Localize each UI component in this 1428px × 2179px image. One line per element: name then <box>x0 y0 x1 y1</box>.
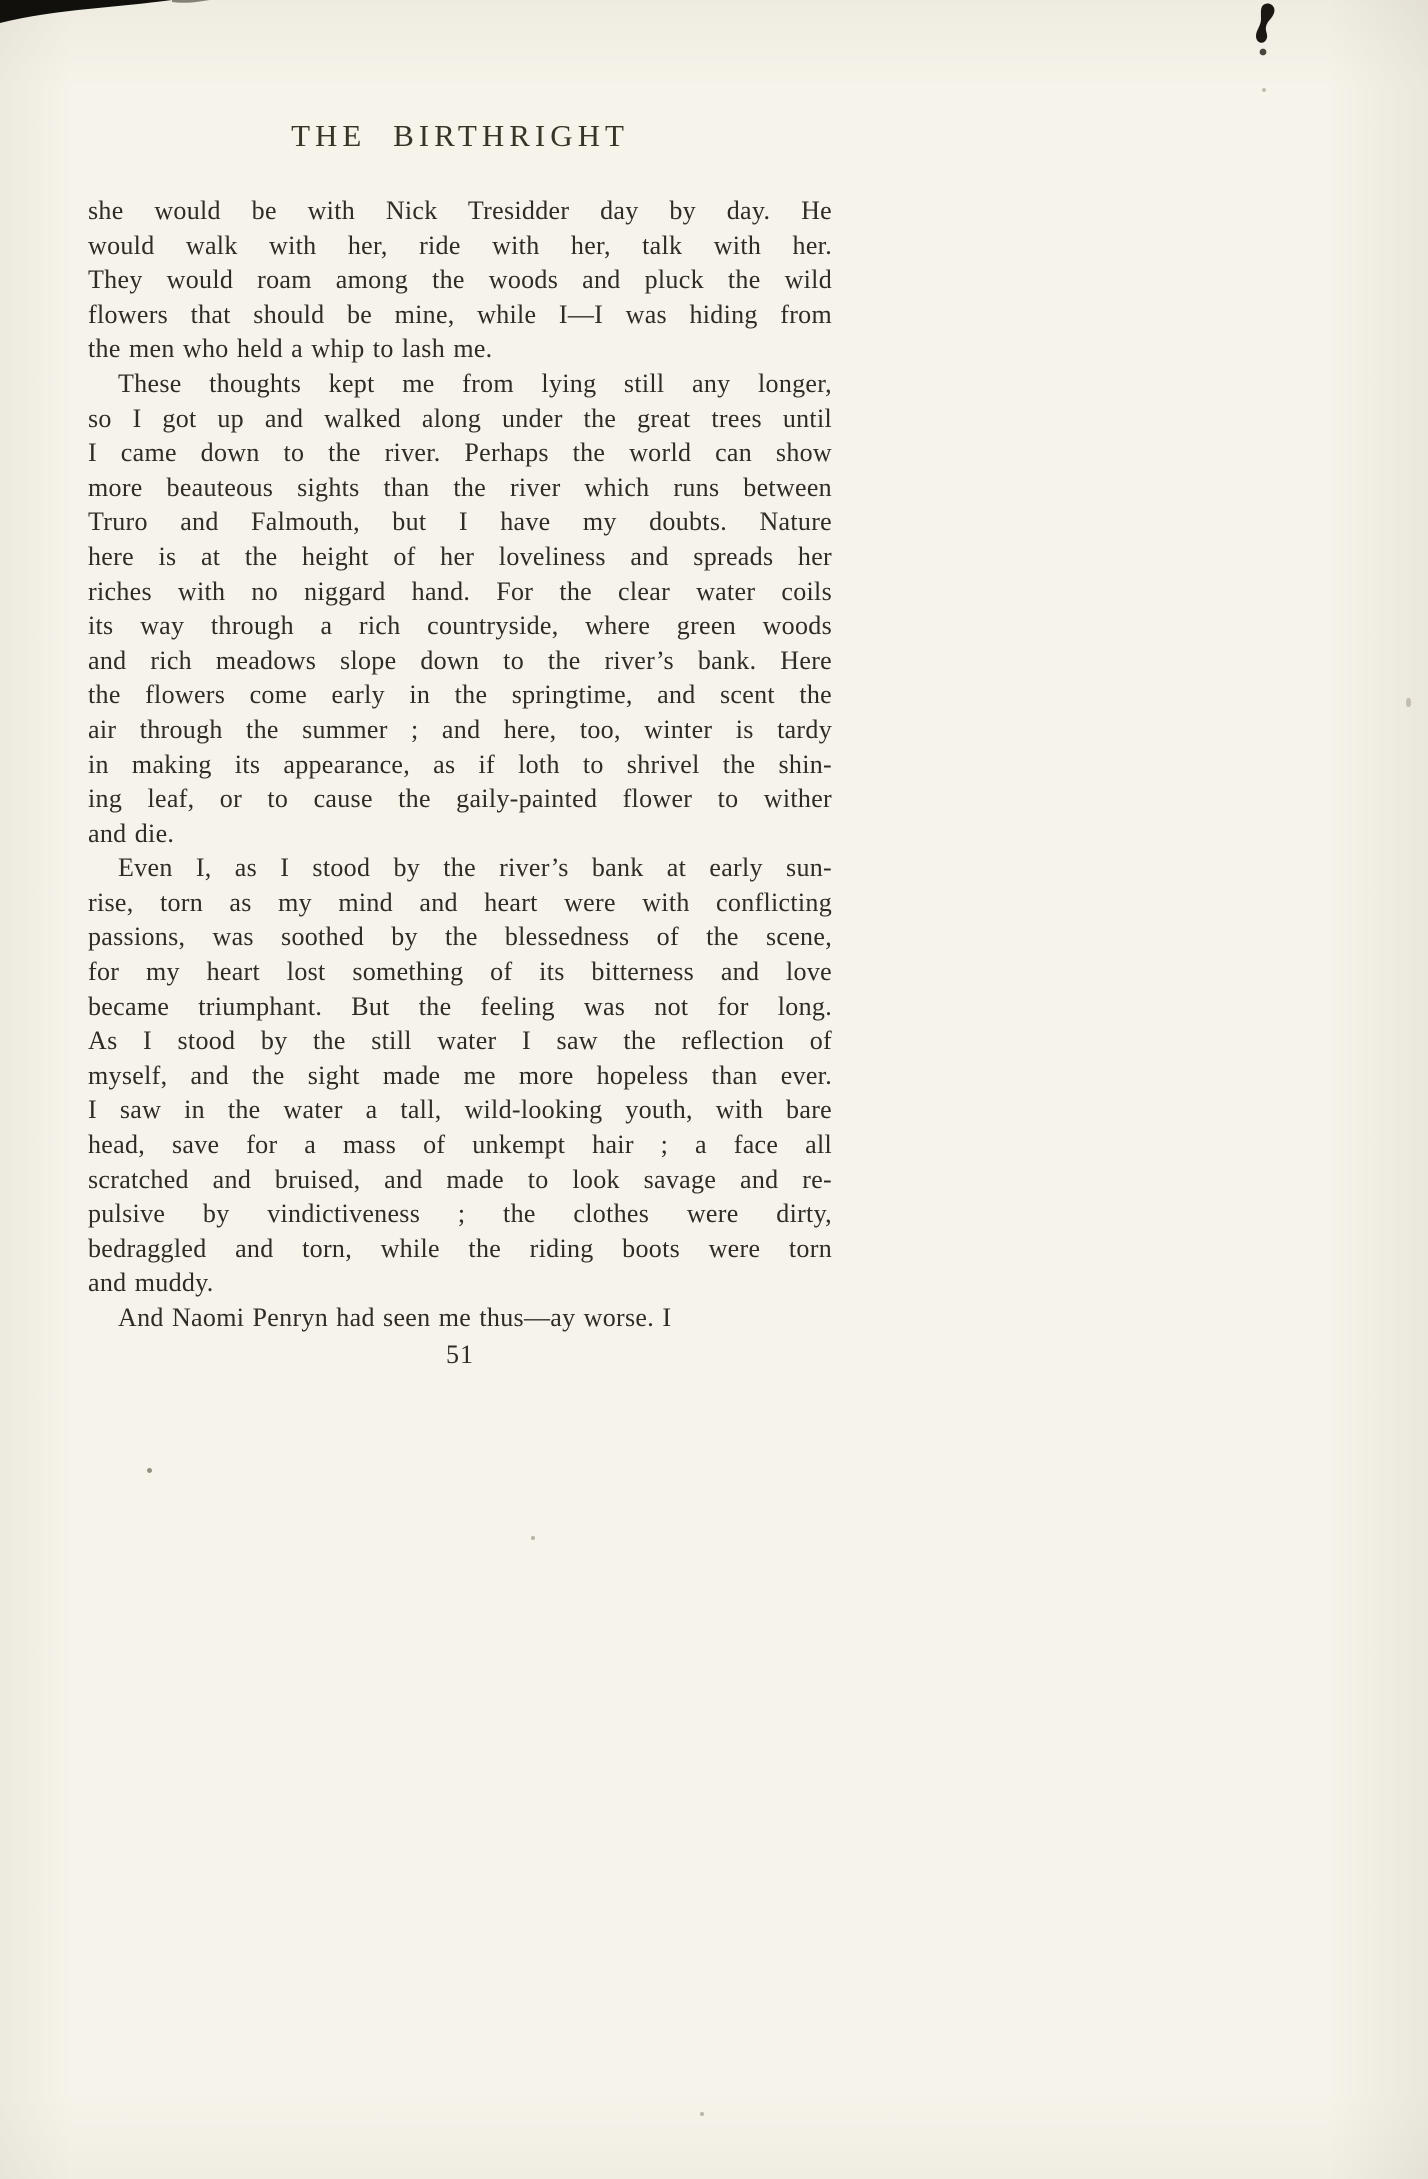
text-line: became triumphant. But the feeling was not for long. <box>88 991 832 1021</box>
text-line: These thoughts kept me from lying still any longer, <box>118 368 832 398</box>
text-line: scratched and bruised, and made to look savage and re- <box>88 1164 832 1194</box>
scan-speck <box>147 1468 152 1473</box>
text-line: bedraggled and torn, while the riding boots were torn <box>88 1233 832 1263</box>
text-line: and rich meadows slope down to the river’s bank. Here <box>88 645 832 675</box>
text-line: she would be with Nick Tresidder day by day. He <box>88 196 832 225</box>
text-line: pulsive by vindictiveness ; the clothes were dirty, <box>88 1199 832 1229</box>
text-line: myself, and the sight made me more hopeless than ever. <box>88 1060 832 1090</box>
text-line: flowers that should be mine, while I—I was hiding from <box>88 299 832 329</box>
ink-blot-top-right-icon <box>1243 2 1289 66</box>
text-line: As I stood by the still water I saw the reflection of <box>88 1026 832 1056</box>
text-line: the flowers come early in the springtime, and scent the <box>88 680 832 710</box>
scan-speck <box>700 2112 704 2116</box>
text-line: And Naomi Penryn had seen me thus—ay worse. I <box>118 1303 672 1332</box>
text-line: rise, torn as my mind and heart were with conflicting <box>88 887 832 917</box>
page-number: 51 <box>446 1339 474 1369</box>
text-line: They would roam among the woods and pluck the wild <box>88 265 832 295</box>
text-line: more beauteous sights than the river which runs between <box>88 472 832 502</box>
text-line: ing leaf, or to cause the gaily-painted flower to wither <box>88 784 832 814</box>
scan-speck <box>1262 88 1266 92</box>
text-line: I came down to the river. Perhaps the world can show <box>88 438 832 468</box>
text-line: in making its appearance, as if loth to shrivel the shin- <box>88 749 832 779</box>
text-line: and die. <box>88 818 175 848</box>
text-line: I saw in the water a tall, wild-looking youth, with bare <box>88 1095 832 1125</box>
text-line: its way through a rich countryside, where green woods <box>88 611 832 641</box>
ink-smudge-top-left-icon <box>0 0 210 34</box>
text-line: would walk with her, ride with her, talk with her. <box>88 230 832 260</box>
text-line: passions, was soothed by the blessedness of the scene, <box>88 922 832 952</box>
text-line: Even I, as I stood by the river’s bank at early sun- <box>118 853 832 883</box>
text-block <box>88 118 832 1372</box>
text-line: Truro and Falmouth, but I have my doubts. Nature <box>88 507 832 537</box>
scan-speck <box>531 1536 535 1540</box>
scan-speck <box>1406 698 1411 707</box>
body-text <box>88 194 832 1336</box>
text-line: here is at the height of her loveliness and spreads her <box>88 541 832 571</box>
text-line: so I got up and walked along under the great trees until <box>88 403 832 433</box>
text-line: riches with no niggard hand. For the clear water coils <box>88 576 832 606</box>
text-line: head, save for a mass of unkempt hair ; a face all <box>88 1130 832 1160</box>
text-line: and muddy. <box>88 1268 214 1298</box>
text-line: for my heart lost something of its bitterness and love <box>88 957 832 987</box>
running-title: THE BIRTHRIGHT <box>291 118 629 153</box>
text-line: air through the summer ; and here, too, winter is tardy <box>88 714 832 744</box>
text-line: the men who held a whip to lash me. <box>88 334 493 364</box>
